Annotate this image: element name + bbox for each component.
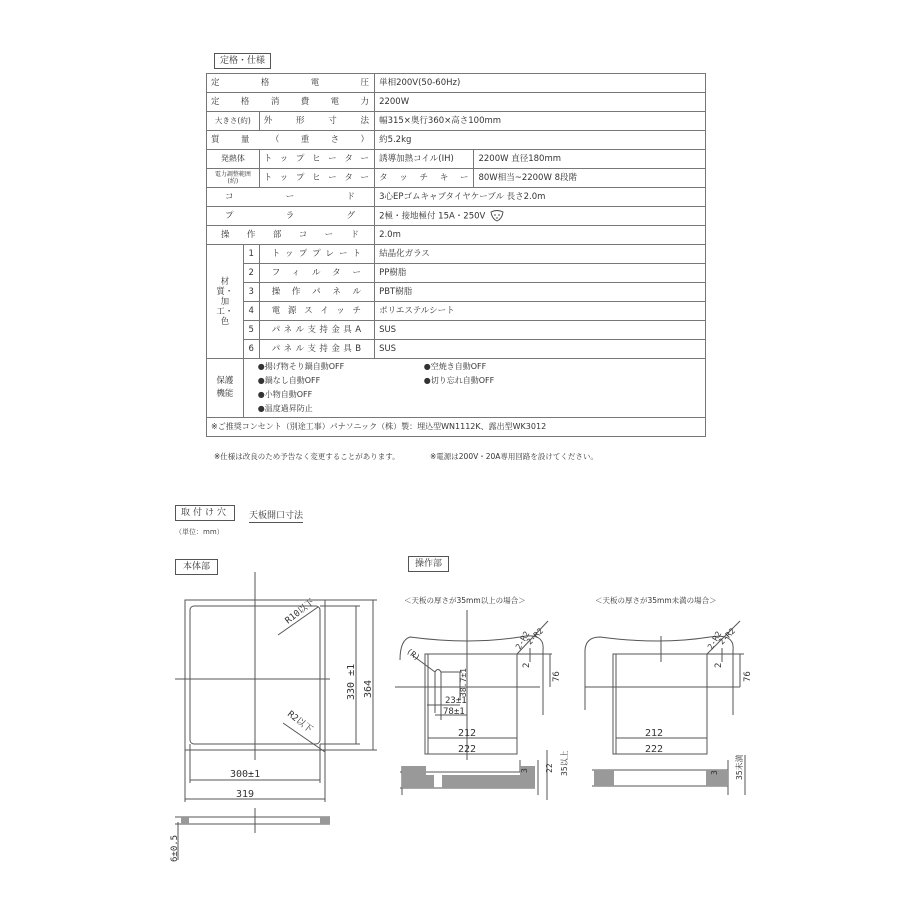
spec-value-2: 80W相当~2200W 8段階 — [474, 169, 706, 188]
spec-value: 2.0m — [375, 226, 706, 245]
material-row — [207, 245, 706, 264]
dim-3: 3 — [710, 770, 719, 775]
dim-2-r2-b: 2-R2 — [525, 626, 546, 647]
spec-row-size — [207, 112, 706, 131]
spec-label: トップヒーター — [259, 150, 374, 169]
spec-value: 約5.2kg — [375, 131, 706, 150]
protection-item: ●揚げ物そり鍋自動OFF — [257, 362, 345, 371]
spec-label: 定格電圧 — [207, 74, 375, 93]
spec-row-plug — [207, 207, 706, 226]
dim-inner-height: 330 ±1 — [346, 663, 357, 700]
spec-note: ※仕様は改良のため予告なく変更することがあります。 — [214, 452, 400, 461]
dim-thickness: 6±0.5 — [170, 834, 180, 862]
spec-label: 外形寸法 — [259, 112, 374, 131]
dim-2-r2-a: 2-R2 — [513, 629, 532, 651]
material-value: SUS — [375, 340, 706, 359]
protection-item: ●小物自動OFF — [257, 390, 313, 399]
spec-row-cord — [207, 188, 706, 207]
spec-group: 電力調整範囲(約) — [207, 169, 260, 188]
dim-inner-width: 300±1 — [230, 769, 261, 780]
spec-value: 誘導加熱コイル(IH) — [375, 150, 474, 169]
recommended-outlet: ※ご推奨コンセント（別途工事）パナソニック（株）製：埋込型WN1112K、露出型WK3012 — [207, 418, 706, 437]
material-value: PBT樹脂 — [375, 283, 706, 302]
dim-212: 212 — [645, 728, 664, 739]
install-section-subtitle: 天板開口寸法 — [249, 511, 304, 521]
dim-2: 2 — [714, 662, 724, 668]
material-no: 1 — [243, 245, 259, 264]
spec-group: 発熱体 — [207, 150, 260, 169]
dim-35-or-more: 35以上 — [560, 750, 569, 776]
material-label: フィルター — [259, 264, 374, 283]
protection-item: ●切り忘れ自動OFF — [423, 376, 495, 385]
body-part-label: 本体部 — [175, 559, 218, 575]
spec-note: ※電源は200V・20A専用回路を設けてください。 — [430, 452, 598, 461]
material-label: 操作パネル — [259, 283, 374, 302]
spec-label: 操作部コード — [207, 226, 375, 245]
material-row — [207, 321, 706, 340]
protection-item: ●空焼き自動OFF — [423, 362, 487, 371]
material-label: パネル支持金具A — [259, 321, 374, 340]
dim-76: 76 — [743, 671, 753, 682]
material-value: 結晶化ガラス — [375, 245, 706, 264]
protection-cell — [243, 359, 705, 418]
plug-icon — [490, 210, 504, 222]
spec-row-heater — [207, 150, 706, 169]
protection-group-label: 保護機能 — [207, 359, 244, 418]
dim-2: 2 — [522, 662, 532, 668]
spec-label: 質量（重さ） — [207, 131, 375, 150]
dim-22: 22 — [545, 763, 554, 773]
dim-2-r2-a: 2-R2 — [705, 629, 724, 651]
dim-212: 212 — [458, 728, 477, 739]
material-row — [207, 283, 706, 302]
material-label: トッププレート — [259, 245, 374, 264]
spec-value: 2200W — [375, 93, 706, 112]
spec-value: 3心EPゴムキャブタイヤケーブル 長さ2.0m — [375, 188, 706, 207]
spec-section-title: 定格・仕様 — [214, 53, 271, 69]
spec-value: 2極・接地極付 15A・250V — [379, 211, 486, 222]
material-no: 2 — [243, 264, 259, 283]
spec-label: プラグ — [207, 207, 375, 226]
recommended-outlet-row — [207, 418, 706, 437]
unit-label: （単位：mm） — [175, 528, 224, 536]
control-thick-caption: ＜天板の厚さが35mm以上の場合＞ — [404, 596, 526, 605]
dim-35-less: 35未満 — [735, 754, 744, 780]
material-no: 6 — [243, 340, 259, 359]
dim-38-7: 38.7±1 — [459, 668, 468, 697]
material-value: ポリエステルシート — [375, 302, 706, 321]
dim-r-top: R10以下 — [283, 597, 317, 627]
spec-value: タッチキー — [375, 169, 474, 188]
protection-item: ●温度過昇防止 — [257, 404, 313, 413]
material-no: 3 — [243, 283, 259, 302]
spec-row-power — [207, 93, 706, 112]
materials-group-label: 材質・加工・色 — [207, 245, 244, 359]
control-thin-drawing — [580, 610, 780, 800]
spec-value-2: 2200W 直径180mm — [474, 150, 706, 169]
spec-row-power-range — [207, 169, 706, 188]
material-row — [207, 340, 706, 359]
dim-76: 76 — [552, 671, 562, 682]
spec-group: 大きさ(約) — [207, 112, 260, 131]
material-no: 5 — [243, 321, 259, 340]
dim-outer-height: 364 — [363, 679, 374, 698]
material-row — [207, 302, 706, 321]
control-part-label: 操作部 — [408, 556, 449, 572]
spec-table — [206, 73, 706, 437]
spec-row-rated-voltage — [207, 74, 706, 93]
spec-value: 単相200V(50-60Hz) — [375, 74, 706, 93]
spec-label: トップヒーター — [259, 169, 374, 188]
dim-outer-width: 319 — [236, 789, 255, 800]
protection-row — [207, 359, 706, 418]
material-no: 4 — [243, 302, 259, 321]
dim-2-r2-b: 2-R2 — [717, 626, 738, 647]
spec-row-control-cord — [207, 226, 706, 245]
material-value: PP樹脂 — [375, 264, 706, 283]
spec-label: 定格消費電力 — [207, 93, 375, 112]
dim-78: 78±1 — [443, 707, 465, 717]
material-label: 電源スイッチ — [259, 302, 374, 321]
control-thin-caption: ＜天板の厚さが35mm未満の場合＞ — [595, 596, 717, 605]
dim-222: 222 — [458, 744, 477, 755]
spec-value-cell — [375, 207, 706, 226]
control-thick-drawing — [390, 610, 580, 800]
material-label: パネル支持金具B — [259, 340, 374, 359]
dim-3: 3 — [520, 768, 529, 773]
body-opening-drawing — [160, 570, 390, 870]
spec-value: 幅315×奥行360×高さ100mm — [375, 112, 706, 131]
install-section-title: 取付け穴 — [175, 505, 235, 521]
spec-label: コード — [207, 188, 375, 207]
dim-r-bottom: R2以下 — [285, 709, 315, 736]
dim-222: 222 — [645, 744, 664, 755]
dim-23: 23±1 — [445, 696, 467, 706]
dim-r: (R) — [404, 646, 422, 663]
protection-item: ●鍋なし自動OFF — [257, 376, 321, 385]
material-value: SUS — [375, 321, 706, 340]
spec-row-weight — [207, 131, 706, 150]
material-row — [207, 264, 706, 283]
